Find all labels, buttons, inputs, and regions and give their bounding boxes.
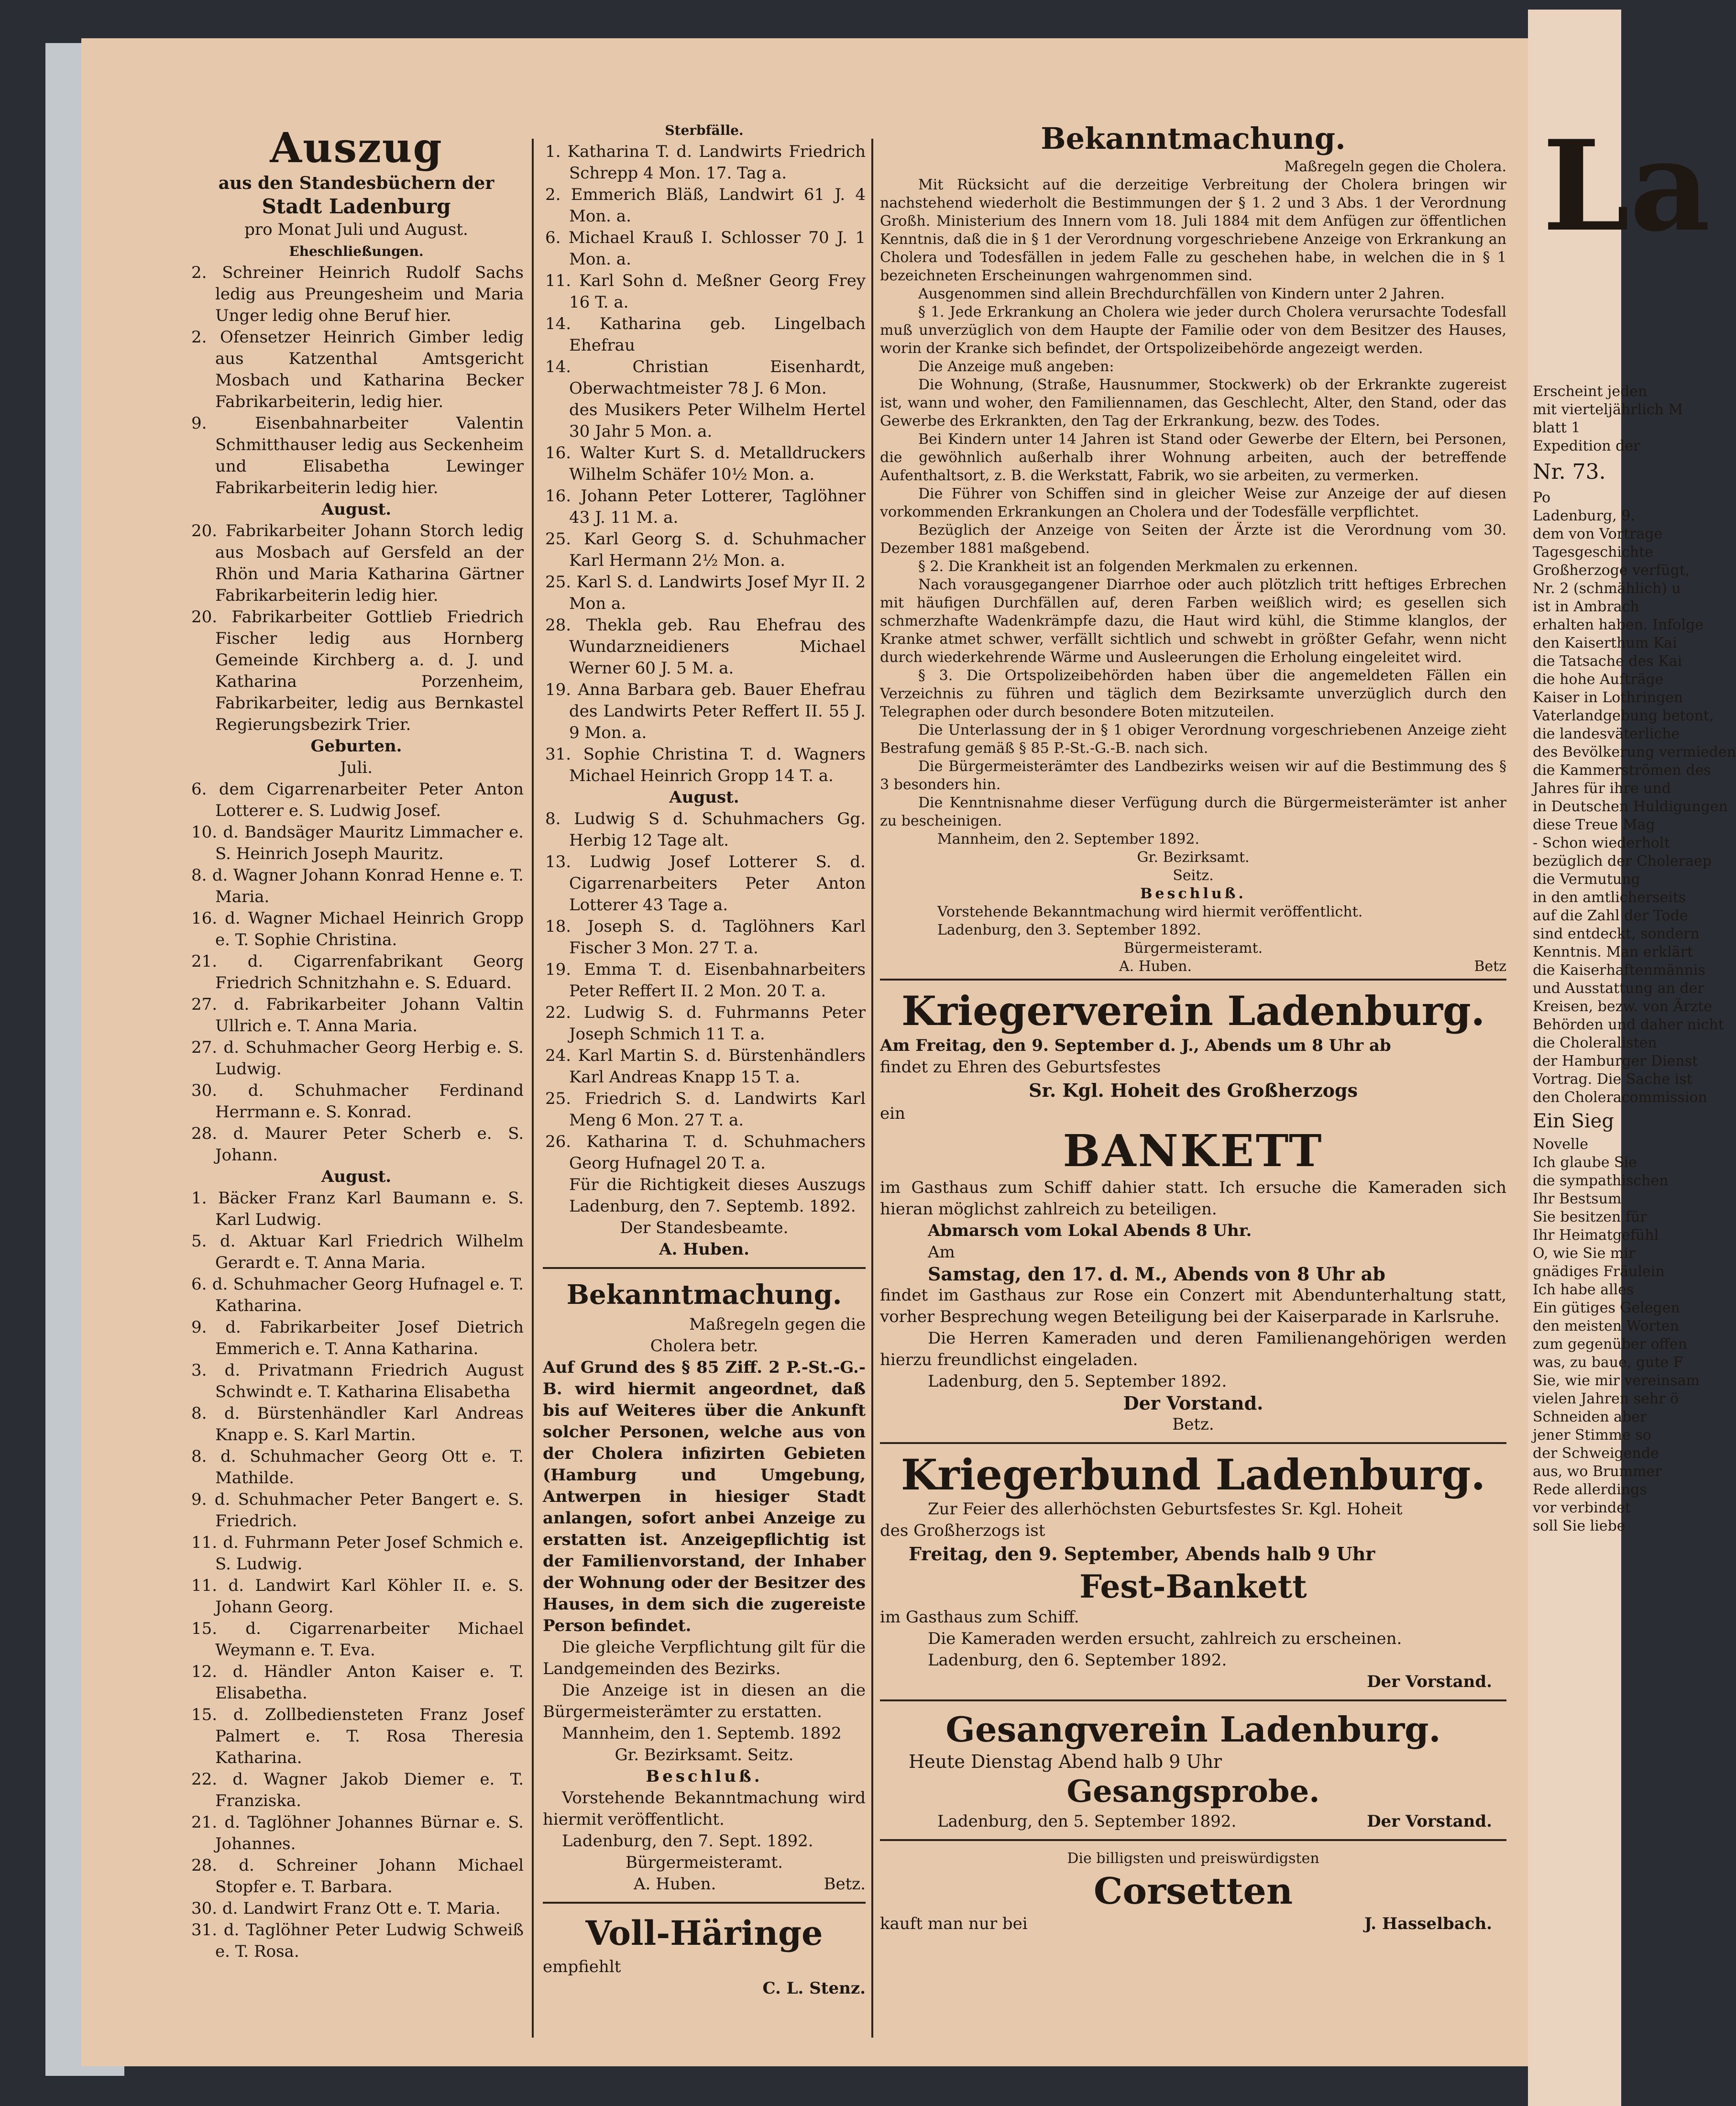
heading-august-births: August. — [321, 1167, 392, 1186]
adjacent-line: Ihr Bestsum — [1533, 1191, 1622, 1207]
deaths-and-notice-column — [543, 120, 866, 1999]
kb-line: Zur Feier des allerhöchsten Geburtsfestes Sr. Kgl. Hoheit — [928, 1500, 1403, 1519]
deaths-august-list — [543, 808, 866, 1174]
list-item: 15. d. Zollbediensteten Franz Josef Palmert e. T. Rosa Theresia Katharina. — [191, 1705, 524, 1767]
corset-merchant: J. Hasselbach. — [1364, 1914, 1492, 1933]
cholera-sign-right: Betz — [1474, 958, 1506, 975]
adjacent-line: Nr. 73. — [1533, 460, 1606, 484]
list-item: 26. Katharina T. d. Schuhmachers Georg Hufnagel 20 T. a. — [545, 1132, 866, 1173]
register-subtitle-1: aus den Standesbüchern der — [218, 173, 494, 193]
kv-line: Abmarsch vom Lokal Abends 8 Uhr. — [928, 1221, 1252, 1240]
kv-line: findet im Gasthaus zur Rose ein Conzert mit Abendunterhaltung statt, vorher Besprechung wegen Beteiligung bei der Kaiserparade in Karlsruhe. — [880, 1286, 1506, 1326]
list-item: 31. Sophie Christina T. d. Wagners Michael Heinrich Gropp 14 T. a. — [545, 745, 866, 785]
marriages-august-list — [189, 520, 524, 736]
kb-line: im Gasthaus zum Schiff. — [880, 1608, 1079, 1627]
herring-ad-title: Voll-Häringe — [585, 1913, 823, 1953]
notice-body: Auf Grund des § 85 Ziff. 2 P.-St.-G.-B. wird hiermit angeordnet, daß bis auf Weiteres über die Ankunft solcher Personen, welche aus von der Cholera infizirten Gebieten (Hamburg und Umgebung, Antwerpen in hiesiger Stadt anlangen, sofort anbei Anzeige zu erstatten ist. Anzeigepflichtig ist der Familienvorstand, der Inhaber der Wohnung oder der Besitzer des Hauses, in dem sich die zugereiste Person befindet. — [543, 1358, 866, 1635]
list-item: 6. d. Schuhmacher Georg Hufnagel e. T. Katharina. — [191, 1275, 524, 1315]
list-item: 12. d. Händler Anton Kaiser e. T. Elisabetha. — [191, 1662, 524, 1703]
adjacent-line: zum gegenüber offen — [1533, 1336, 1687, 1353]
paragraph: Die Wohnung, (Straße, Hausnummer, Stockwerk) ob der Erkrankte zugereist ist, wann und woher, den Familiennamen, das Geschlecht, Alter, den Stand, oder das Gewerbe des Erkrankten, den Tag der Erkrankung, bezw. des Todes. — [880, 376, 1506, 430]
cholera-place-date: Mannheim, den 2. September 1892. — [937, 831, 1199, 848]
births-july-list — [189, 779, 524, 1166]
adjacent-line: Behörden und daher nicht — [1533, 1016, 1724, 1033]
list-item: 8. Ludwig S d. Schuhmachers Gg. Herbig 12 Tage alt. — [545, 809, 866, 850]
list-item: 21. d. Taglöhner Johannes Bürnar e. S. Johannes. — [191, 1813, 524, 1853]
paragraph: Nach vorausgegangener Diarrhoe oder auch plötzlich tritt heftiges Erbrechen mit häufigen Durchfällen auf, deren Farben weißlich wird; es gesellen sich schmerzhafte Wadenkrämpfe dazu, die Haut wird kühl, die Stimme klanglos, der Kranke atmet schwer, verfällt sichtlich und schwebt in größter Gefahr, wenn nicht durch wiederkehrende Wärme und Ausleerungen die Erholung eingeleitet wird. — [880, 576, 1506, 666]
list-item: 16. d. Wagner Michael Heinrich Gropp e. T. Sophie Christina. — [191, 909, 524, 949]
adjacent-line: des Bevölkerung vermieden — [1533, 744, 1736, 761]
kb-line: des Großherzogs ist — [880, 1521, 1045, 1540]
corset-line: Die billigsten und preiswürdigsten — [1067, 1850, 1319, 1867]
adjacent-line: in Deutschen Huldigungen — [1533, 798, 1728, 815]
notice-decision-body: Vorstehende Bekanntmachung wird hiermit veröffentlicht. — [543, 1788, 866, 1829]
notice-body-3: Die Anzeige ist in diesen an die Bürgermeisterämter zu erstatten. — [543, 1681, 866, 1721]
adjacent-line: Großherzoge verfügt, — [1533, 562, 1690, 579]
list-item: 18. Joseph S. d. Taglöhners Karl Fischer 3 Mon. 27 T. a. — [545, 917, 866, 958]
list-item: 16. Johann Peter Lotterer, Taglöhner 43 J. 11 M. a. — [545, 486, 866, 527]
corset-title: Corsetten — [1093, 1870, 1293, 1912]
adjacent-line: Sie, wie mir vereinsam — [1533, 1372, 1700, 1389]
list-item: 8. d. Schuhmacher Georg Ott e. T. Mathilde. — [191, 1447, 524, 1488]
kv-bankett: BANKETT — [1063, 1125, 1324, 1177]
paragraph: Die Anzeige muß angeben: — [918, 358, 1114, 375]
adjacent-line: Ihr Heimatgefühl — [1533, 1227, 1659, 1244]
list-item: 25. Karl Georg S. d. Schuhmacher Karl Hermann 2½ Mon. a. — [545, 529, 866, 570]
adjacent-line: Vaterlandgebung betont, — [1533, 707, 1714, 724]
births-august-list — [189, 1188, 524, 1963]
registrar-title: Der Standesbeamte. — [620, 1218, 789, 1237]
adjacent-line: die Kaiserhaftenmännis — [1533, 962, 1705, 979]
list-item: 25. Friedrich S. d. Landwirts Karl Meng 6 Mon. 27 T. a. — [545, 1089, 866, 1130]
adjacent-line: Jahres für ihre und — [1533, 780, 1671, 797]
adjacent-line: soll Sie liebe — [1533, 1518, 1626, 1534]
column-rule-1 — [532, 139, 534, 2038]
list-item: 19. Anna Barbara geb. Bauer Ehefrau des Landwirts Peter Reffert II. 55 J. 9 Mon. a. — [545, 680, 866, 742]
list-item: 14. Katharina geb. Lingelbach Ehefrau — [545, 314, 866, 355]
list-item: des Musikers Peter Wilhelm Hertel 30 Jahr 5 Mon. a. — [569, 400, 866, 441]
adjacent-line: und Ausstattung an der — [1533, 980, 1704, 997]
list-item: 11. d. Fuhrmann Peter Josef Schmich e. S. Ludwig. — [191, 1533, 524, 1574]
adjacent-line: Rede allerdings — [1533, 1481, 1647, 1498]
kv-line: Am — [928, 1243, 955, 1262]
list-item: 22. Ludwig S. d. Fuhrmanns Peter Joseph Schmich 11 T. a. — [545, 1003, 866, 1044]
list-item: 20. Fabrikarbeiter Johann Storch ledig aus Mosbach auf Gersfeld an der Rhön und Maria Katharina Gärtner Fabrikarbeiterin ledig hier. — [191, 521, 524, 605]
adjacent-page — [1528, 10, 1736, 2106]
cholera-date-2: Ladenburg, den 3. September 1892. — [937, 922, 1201, 938]
adjacent-line: die Choleralisten — [1533, 1035, 1657, 1051]
list-item: 19. Emma T. d. Eisenbahnarbeiters Peter Reffert II. 2 Mon. 20 T. a. — [545, 960, 866, 1001]
list-item: 8. d. Bürstenhändler Karl Andreas Knapp e. S. Karl Martin. — [191, 1404, 524, 1444]
adjacent-line: Sie besitzen für — [1533, 1209, 1647, 1225]
list-item: 28. Thekla geb. Rau Ehefrau des Wundarzneidieners Michael Werner 60 J. 5 M. a. — [545, 616, 866, 678]
kv-line: Am Freitag, den 9. September d. J., Abends um 8 Uhr ab — [880, 1036, 1391, 1055]
adjacent-line: die Vermutung — [1533, 871, 1640, 888]
adjacent-line: diese Treue Mag — [1533, 816, 1655, 833]
divider — [880, 1839, 1506, 1841]
adjacent-line: jener Stimme so — [1533, 1427, 1651, 1444]
adjacent-line: in den amtlicherseits — [1533, 889, 1686, 906]
notice-sign-name: A. Huben. — [634, 1874, 716, 1894]
register-subtitle-2: Stadt Ladenburg — [262, 195, 451, 218]
announcements-column — [880, 120, 1506, 1935]
kv-line: Sr. Kgl. Hoheit des Großherzogs — [1029, 1080, 1358, 1101]
divider — [880, 1699, 1506, 1701]
list-item: 22. d. Wagner Jakob Diemer e. T. Franziska. — [191, 1770, 524, 1810]
kv-line: im Gasthaus zum Schiff dahier statt. Ich ersuche die Kameraden sich hieran möglichst zahlreich zu beteiligen. — [880, 1178, 1506, 1219]
cholera-signature — [880, 958, 1506, 976]
divider — [543, 1902, 866, 1904]
certification: Für die Richtigkeit dieses Auszugs Ladenburg, den 7. Septemb. 1892. — [569, 1175, 866, 1216]
adjacent-line: Vortrag. Die Sache ist — [1533, 1071, 1692, 1088]
list-item: 30. d. Landwirt Franz Ott e. T. Maria. — [191, 1899, 501, 1918]
corset-line-2: kauft man nur bei — [880, 1914, 1028, 1933]
paragraph: § 2. Die Krankheit ist an folgenden Merkmalen zu erkennen. — [918, 558, 1358, 575]
kb-date: Ladenburg, den 6. September 1892. — [928, 1651, 1227, 1670]
kb-signature: Der Vorstand. — [1367, 1672, 1492, 1691]
list-item: 1. Katharina T. d. Landwirts Friedrich Schrepp 4 Mon. 17. Tag a. — [545, 142, 866, 183]
adjacent-line: vielen Jahren sehr ö — [1533, 1390, 1679, 1407]
list-item: 13. Ludwig Josef Lotterer S. d. Cigarrenarbeiters Peter Anton Lotterer 43 Tage a. — [545, 852, 866, 915]
divider — [880, 979, 1506, 981]
adjacent-line: den meisten Worten — [1533, 1318, 1680, 1334]
heading-births: Geburten. — [310, 737, 402, 756]
herring-ad-text: empfiehlt — [543, 1957, 621, 1976]
kv-date: Ladenburg, den 5. September 1892. — [928, 1372, 1227, 1391]
cholera-notice-title: Bekanntmachung. — [1041, 121, 1346, 156]
notice-date-2: Ladenburg, den 7. Sept. 1892. — [562, 1831, 813, 1851]
kb-fest-bankett: Fest-Bankett — [1079, 1568, 1307, 1605]
adjacent-line: gnädiges Fräulein — [1533, 1263, 1665, 1280]
list-item: 15. d. Cigarrenarbeiter Michael Weymann e. T. Eva. — [191, 1619, 524, 1660]
civil-register-column — [189, 124, 524, 1963]
corset-footer — [880, 1913, 1506, 1935]
paragraph: Ausgenommen sind allein Brechdurchfällen von Kindern unter 2 Jahren. — [918, 286, 1445, 302]
adjacent-line: aus, wo Brummer — [1533, 1463, 1662, 1480]
adjacent-line: Po — [1533, 489, 1551, 506]
adjacent-line: O, wie Sie mir — [1533, 1245, 1636, 1262]
kv-signature: Der Vorstand. — [1123, 1392, 1264, 1414]
adjacent-line: erhalten haben. Infolge — [1533, 617, 1704, 633]
kriegerverein-title: Kriegerverein Ladenburg. — [901, 987, 1485, 1035]
adjacent-line: Kaiser in Lothringen — [1533, 689, 1683, 706]
notice-subtitle-1: Maßregeln gegen die — [689, 1315, 866, 1334]
adjacent-line: Tagesgeschichte — [1533, 544, 1653, 561]
heading-july: Juli. — [340, 758, 373, 777]
list-item: 21. d. Cigarrenfabrikant Georg Friedrich Schnitzhahn e. S. Eduard. — [191, 952, 524, 992]
adjacent-line: bezüglich der Choleraep — [1533, 853, 1712, 870]
list-item: 8. d. Wagner Johann Konrad Henne e. T. Maria. — [191, 866, 524, 906]
list-item: 6. Michael Krauß I. Schlosser 70 J. 1 Mon. a. — [545, 228, 866, 269]
adjacent-line: Expedition der — [1533, 438, 1640, 454]
list-item: 27. d. Fabrikarbeiter Johann Valtin Ullrich e. T. Anna Maria. — [191, 995, 524, 1036]
adjacent-line: Novelle — [1533, 1136, 1588, 1153]
kv-line: Die Herren Kameraden und deren Familienangehörigen werden hierzu freundlichst eingeladen. — [880, 1329, 1506, 1369]
adjacent-line: Kenntnis. Man erklärt — [1533, 944, 1693, 960]
divider — [543, 1267, 866, 1269]
adjacent-line: Ich glaube Sie — [1533, 1154, 1637, 1171]
list-item: 10. d. Bandsäger Mauritz Limmacher e. S. Heinrich Joseph Mauritz. — [191, 823, 524, 863]
paragraph: § 1. Jede Erkrankung an Cholera wie jeder durch Cholera verursachte Todesfall muß unverzüglich von dem Haupte der Familie oder von dem Besitzer des Hauses, worin der Kranke sich befindet, der Ortspolizeibehörde angezeigt werden. — [880, 304, 1506, 357]
notice-place-date: Mannheim, den 1. Septemb. 1892 — [562, 1724, 842, 1743]
list-item: 9. d. Schuhmacher Peter Bangert e. S. Friedrich. — [191, 1490, 524, 1531]
cholera-notice-subtitle: Maßregeln gegen die Cholera. — [1284, 158, 1506, 175]
gv-line: Heute Dienstag Abend halb 9 Uhr — [909, 1751, 1222, 1772]
gv-signature: Der Vorstand. — [1367, 1812, 1492, 1831]
paragraph: Die Kenntnisnahme dieser Verfügung durch die Bürgermeisterämter ist anher zu bescheinigen. — [880, 794, 1506, 829]
register-title: Auszug — [270, 124, 443, 172]
cholera-decision: Beschluß. — [1140, 885, 1246, 902]
adjacent-line: sind entdeckt, sondern — [1533, 926, 1700, 942]
paragraph: Bezüglich der Anzeige von Seiten der Ärzte ist die Verordnung vom 30. Dezember 1881 maßgebend. — [880, 522, 1506, 557]
adjacent-line: der Schweigende — [1533, 1445, 1659, 1462]
adjacent-line: was, zu baue, gute F — [1533, 1354, 1683, 1371]
notice-subtitle-2: Cholera betr. — [650, 1336, 758, 1356]
list-item: 9. Eisenbahnarbeiter Valentin Schmitthauser ledig aus Seckenheim und Elisabetha Lewinger Fabrikarbeiterin ledig hier. — [191, 414, 524, 497]
notice-title: Bekanntmachung. — [566, 1279, 842, 1311]
herring-ad-merchant: C. L. Stenz. — [762, 1979, 866, 1998]
paragraph: § 3. Die Ortspolizeibehörden haben über die angemeldeten Fällen ein Verzeichnis zu führen und täglich dem Bezirksamte unverzüglich durch den Telegraphen oder durch besondere Boten mitzuteilen. — [880, 667, 1506, 720]
adjacent-line: Erscheint jeden — [1533, 383, 1648, 400]
registrar-name: A. Huben. — [659, 1240, 749, 1259]
adjacent-line: die Kammerströmen des — [1533, 762, 1711, 779]
kriegerbund-title: Kriegerbund Ladenburg. — [901, 1450, 1486, 1500]
list-item: 11. Karl Sohn d. Meßner Georg Frey 16 T. a. — [545, 271, 866, 312]
adjacent-line: die hohe Aufträge — [1533, 671, 1664, 688]
list-item: 30. d. Schuhmacher Ferdinand Herrmann e. S. Konrad. — [191, 1081, 524, 1122]
list-item: 24. Karl Martin S. d. Bürstenhändlers Karl Andreas Knapp 15 T. a. — [545, 1046, 866, 1087]
heading-deaths: Sterbfälle. — [665, 122, 744, 138]
cholera-sign-name: A. Huben. — [1119, 958, 1192, 975]
adjacent-text — [1533, 383, 1736, 1535]
adjacent-masthead: La — [1542, 113, 1711, 259]
notice-decision: Beschluß. — [646, 1767, 763, 1786]
list-item: 20. Fabrikarbeiter Gottlieb Friedrich Fischer ledig aus Hornberg Gemeinde Kirchberg a. d. J. und Katharina Porzenheim, Fabrikarbeiter, ledig aus Bernkastel Regierungsbezirk Trier. — [191, 607, 524, 734]
notice-sign-right: Betz. — [824, 1874, 866, 1894]
cholera-office-name: Seitz. — [1173, 867, 1214, 884]
list-item: 2. Schreiner Heinrich Rudolf Sachs ledig aus Preungesheim und Maria Unger ledig ohne Beruf hier. — [191, 263, 524, 325]
adjacent-line: blatt 1 — [1533, 419, 1581, 436]
heading-august-deaths: August. — [669, 788, 739, 807]
adjacent-line: der Hamburger Dienst — [1533, 1053, 1698, 1070]
list-item: 9. d. Fabrikarbeiter Josef Dietrich Emmerich e. T. Anna Katharina. — [191, 1318, 524, 1358]
adjacent-line: die Tatsache des Kai — [1533, 653, 1682, 670]
adjacent-line: dem von Vortrage — [1533, 526, 1663, 542]
cholera-notice-body — [880, 176, 1506, 830]
register-period: pro Monat Juli und August. — [244, 220, 468, 239]
adjacent-line: die sympathischen — [1533, 1172, 1669, 1189]
notice-office: Gr. Bezirksamt. Seitz. — [615, 1745, 794, 1764]
notice-body-2: Die gleiche Verpflichtung gilt für die Landgemeinden des Bezirks. — [543, 1638, 866, 1678]
list-item: 28. d. Maurer Peter Scherb e. S. Johann. — [191, 1124, 524, 1165]
notice-signature — [543, 1874, 866, 1895]
gv-footer — [880, 1811, 1506, 1832]
adjacent-line: Ich habe alles — [1533, 1281, 1634, 1298]
kb-line: Die Kameraden werden ersucht, zahlreich zu erscheinen. — [928, 1629, 1402, 1648]
list-item: 28. d. Schreiner Johann Michael Stopfer e. T. Barbara. — [191, 1856, 524, 1897]
list-item: 16. Walter Kurt S. d. Metalldruckers Wilhelm Schäfer 10½ Mon. a. — [545, 443, 866, 484]
deaths-july-list — [543, 141, 866, 787]
list-item: 5. d. Aktuar Karl Friedrich Wilhelm Gerardt e. T. Anna Maria. — [191, 1232, 524, 1272]
list-item: 11. d. Landwirt Karl Köhler II. e. S. Johann Georg. — [191, 1576, 524, 1617]
kv-signature-2: Betz. — [1172, 1415, 1214, 1434]
adjacent-line: mit vierteljährlich M — [1533, 401, 1683, 418]
paragraph: Die Bürgermeisterämter des Landbezirks weisen wir auf die Bestimmung des § 3 besonders hin. — [880, 758, 1506, 793]
adjacent-line: die landesväterliche — [1533, 726, 1680, 742]
list-item: 2. Emmerich Bläß, Landwirt 61 J. 4 Mon. a. — [545, 185, 866, 226]
adjacent-line: Kreisen, bezw. von Ärzte — [1533, 998, 1713, 1015]
heading-august-marriages: August. — [321, 500, 392, 519]
paragraph: Bei Kindern unter 14 Jahren ist Stand oder Gewerbe der Eltern, bei Personen, die gewöhnlich außerhalb ihrer Wohnung arbeiten, auch der betreffende Aufenthaltsort, z. B. die Werkstatt, Fabrik, wo sie arbeiten, zu vermerken. — [880, 431, 1506, 484]
adjacent-line: Schneiden aber — [1533, 1409, 1647, 1425]
list-item: 1. Bäcker Franz Karl Baumann e. S. Karl Ludwig. — [191, 1189, 524, 1229]
list-item: 25. Karl S. d. Landwirts Josef Myr II. 2 Mon a. — [545, 573, 866, 613]
list-item: 6. dem Cigarrenarbeiter Peter Anton Lotterer e. S. Ludwig Josef. — [191, 780, 524, 820]
paragraph: Die Unterlassung der in § 1 obiger Verordnung vorgeschriebenen Anzeige zieht Bestrafung gemäß § 85 P.-St.-G.-B. nach sich. — [880, 722, 1506, 757]
adjacent-line: ist in Ambrach — [1533, 598, 1639, 615]
adjacent-line: den Kaiserthum Kai — [1533, 635, 1677, 651]
gv-gesangsprobe: Gesangsprobe. — [1066, 1774, 1320, 1809]
adjacent-line: Ein Sieg — [1533, 1110, 1614, 1132]
gesangverein-title: Gesangverein Ladenburg. — [945, 1709, 1441, 1750]
adjacent-line: auf die Zahl der Tode — [1533, 907, 1688, 924]
cholera-office: Gr. Bezirksamt. — [1137, 849, 1250, 866]
kv-line: findet zu Ehren des Geburtsfestes — [880, 1058, 1161, 1077]
list-item: 14. Christian Eisenhardt, Oberwachtmeister 78 J. 6 Mon. — [545, 357, 866, 398]
kv-line: Samstag, den 17. d. M., Abends von 8 Uhr ab — [928, 1263, 1385, 1285]
list-item: 2. Ofensetzer Heinrich Gimber ledig aus Katzenthal Amtsgericht Mosbach und Katharina Becker Fabrikarbeiterin, ledig hier. — [191, 328, 524, 411]
kb-line: Freitag, den 9. September, Abends halb 9 Uhr — [909, 1543, 1375, 1565]
paragraph: Mit Rücksicht auf die derzeitige Verbreitung der Cholera bringen wir nachstehend wiederholt die Bestimmungen der § 1. 2 und 3 Abs. 1 der Verordnung Großh. Ministerium des Innern vom 18. Juli 1884 mit dem Anfügen zur öffentlichen Kenntnis, daß die in § 1 der Verordnung vorgeschriebene Anzeige von Erkrankung an Cholera und Todesfällen in jedem Falle zu geschehen habe, in welchen die in § 1 bezeichneten Erscheinungen wahrgenommen sind. — [880, 176, 1506, 284]
adjacent-line: vor verbindet — [1533, 1500, 1631, 1516]
notice-office-2: Bürgermeisteramt. — [626, 1853, 783, 1872]
marriages-july-list — [189, 262, 524, 499]
adjacent-line: Ladenburg, 9. — [1533, 507, 1635, 524]
cholera-office-2: Bürgermeisteramt. — [1123, 940, 1263, 957]
list-item: 3. d. Privatmann Friedrich August Schwindt e. T. Katharina Elisabetha — [191, 1361, 524, 1401]
list-item: 27. d. Schuhmacher Georg Herbig e. S. Ludwig. — [191, 1038, 524, 1079]
gv-date: Ladenburg, den 5. September 1892. — [937, 1812, 1237, 1831]
column-rule-2 — [871, 139, 873, 2038]
adjacent-line: Ein gütiges Gelegen — [1533, 1300, 1680, 1316]
paragraph: Die Führer von Schiffen sind in gleicher Weise zur Anzeige der auf diesen vorkommenden Erkrankungen an Cholera und der Todesfälle verpflichtet. — [880, 485, 1506, 520]
adjacent-line: den Choleracommission — [1533, 1089, 1707, 1106]
adjacent-line: - Schon wiederholt — [1533, 835, 1670, 851]
adjacent-line: Nr. 2 (schmählich) u — [1533, 580, 1681, 597]
list-item: 31. d. Taglöhner Peter Ludwig Schweiß e. T. Rosa. — [191, 1920, 524, 1961]
kv-line: ein — [880, 1104, 905, 1123]
divider — [880, 1442, 1506, 1444]
cholera-decision-body: Vorstehende Bekanntmachung wird hiermit veröffentlicht. — [937, 904, 1363, 920]
heading-marriages: Eheschließungen. — [289, 243, 424, 259]
